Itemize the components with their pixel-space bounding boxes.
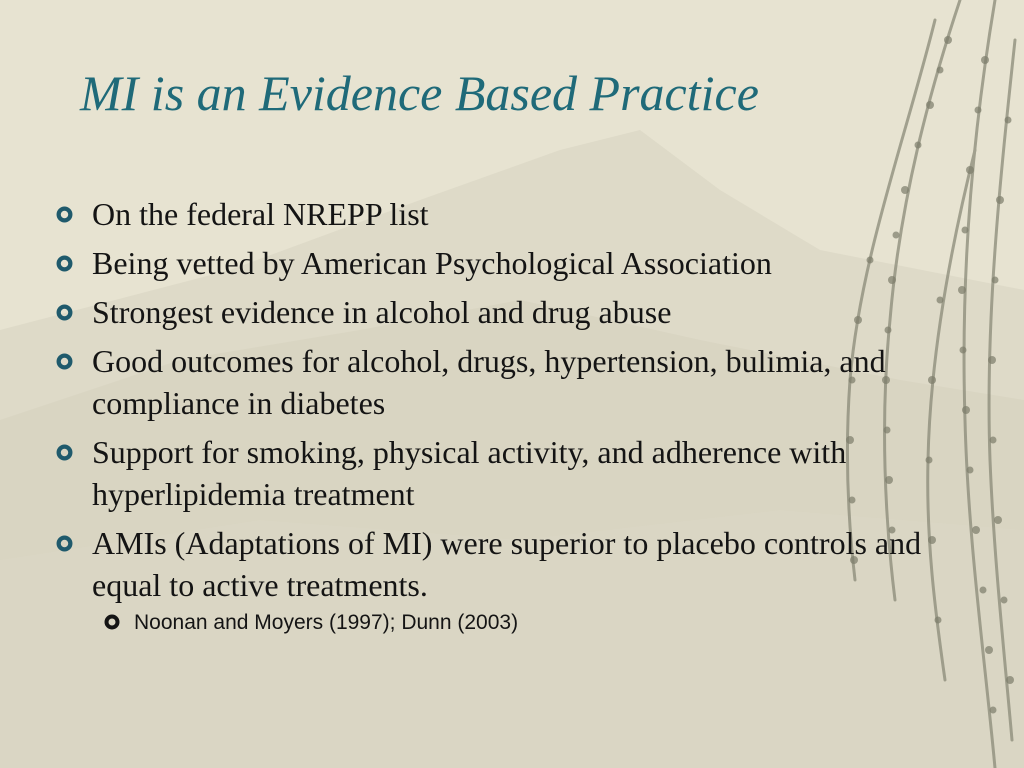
sub-bullet-list [92, 606, 961, 640]
circle-dot-bullet-icon [56, 206, 73, 223]
circle-dot-bullet-icon [56, 444, 73, 461]
circle-dot-bullet-icon [56, 535, 73, 552]
bullet-item [56, 431, 961, 515]
bullet-list [56, 193, 961, 647]
circle-dot-bullet-icon [104, 614, 120, 630]
bullet-text: Being vetted by American Psychological Association [92, 245, 772, 281]
bullet-item [56, 291, 961, 333]
bullet-item [56, 242, 961, 284]
bullet-text: Support for smoking, physical activity, and adherence with hyperlipidemia treatment [92, 434, 847, 512]
bullet-item [56, 193, 961, 235]
slide-title: MI is an Evidence Based Practice [80, 65, 759, 121]
bullet-item [56, 522, 961, 640]
circle-dot-bullet-icon [56, 304, 73, 321]
circle-dot-bullet-icon [56, 353, 73, 370]
sub-bullet-item [104, 606, 961, 640]
bullet-text: Strongest evidence in alcohol and drug abuse [92, 294, 672, 330]
bullet-text: Good outcomes for alcohol, drugs, hypertension, bulimia, and compliance in diabetes [92, 343, 886, 421]
sub-bullet-text: Noonan and Moyers (1997); Dunn (2003) [134, 611, 519, 634]
circle-dot-bullet-icon [56, 255, 73, 272]
bullet-text: On the federal NREPP list [92, 196, 429, 232]
bullet-text: AMIs (Adaptations of MI) were superior to placebo controls and equal to active treatments. [92, 525, 922, 603]
bullet-item [56, 340, 961, 424]
